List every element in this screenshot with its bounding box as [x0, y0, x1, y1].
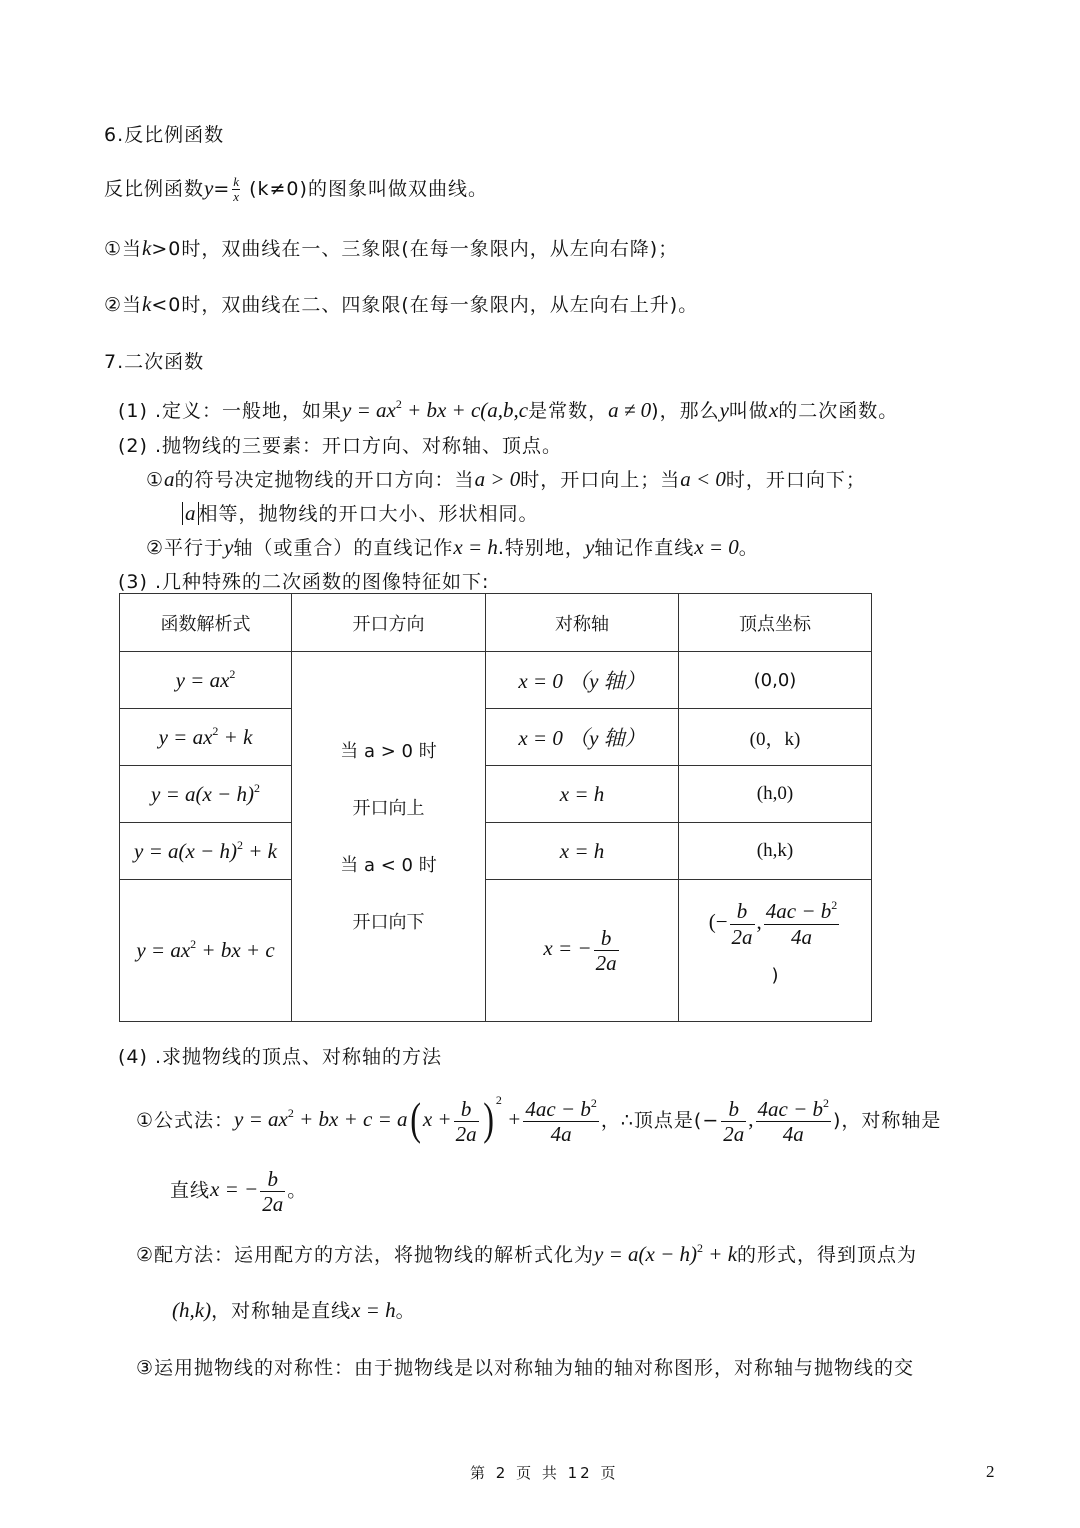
section-6-title: 6.反比例函数 — [104, 124, 225, 146]
def-eq: = — [213, 178, 231, 200]
row5-function: $y = ax^2$ + bx + c — [120, 880, 292, 1022]
row4-vertex: (h,k) — [679, 823, 872, 880]
m1-vertex-fraction-1 — [721, 1097, 746, 1146]
section-7-p2a — [146, 465, 866, 492]
header-function: 函数解析式 — [120, 594, 292, 652]
m1-fraction-main: $\frac{4ac - b^2}{4a}$ — [525, 1096, 597, 1147]
p2c-y: y — [224, 535, 234, 559]
direction-line-2: 开口向上 — [352, 797, 425, 819]
method-1: ①公式法：$y = ax^2$ + bx + c = a( x + $\frac{b}{2a}$ ) $^2$ + $\frac{4ac - b^2}{4a}$ ，∴顶点是(− $\frac{b}{2a}$ , $\frac{4ac - b^2}{4a}$ )，对称轴是 — [136, 1092, 942, 1147]
direction-line-4: 开口向下 — [352, 911, 425, 933]
m1-vertex-fraction-2: $\frac{4ac - b^2}{4a}$ — [757, 1096, 830, 1147]
row2-func-b: + k — [218, 724, 253, 749]
row5-axis-num: b — [594, 926, 619, 951]
row1-function: $y = ax^2$ — [120, 652, 292, 709]
row5-axis-prefix: x = − — [543, 936, 592, 961]
row4-func-b: + k — [242, 838, 277, 863]
section-7-p1 — [118, 396, 898, 423]
row1-axis: x = 0 （y 轴） — [486, 652, 679, 709]
row5-vertex-comma: , — [756, 909, 762, 934]
row5-vertex-fraction-1 — [730, 899, 755, 948]
def-suffix: 的图象叫做双曲线。 — [307, 178, 488, 200]
row4-axis: x = h — [486, 823, 679, 880]
row5-func-b: + bx + c — [196, 938, 275, 962]
row3-func-a: y = a(x − h) — [151, 781, 254, 806]
case1-rest: >0时，双曲线在一、三象限(在每一象限内，从左向右降)； — [151, 238, 679, 260]
p1-formula: $y = ax^2$ + bx + c(a,b,c — [342, 397, 529, 422]
row5-vertex — [679, 880, 872, 1022]
section-7-p4: (4) .求抛物线的顶点、对称轴的方法 — [118, 1046, 442, 1068]
p1-label: (1) .定义：一般地，如果 — [118, 400, 342, 422]
section-7-p2: (2) .抛物线的三要素：开口方向、对称轴、顶点。 — [118, 435, 562, 457]
m1-line2-fraction — [260, 1167, 285, 1216]
row3-function: $y = a(x - h)^2$ — [120, 766, 292, 823]
m1-mid: + bx + c = a — [293, 1107, 408, 1132]
section-6-definition — [104, 174, 488, 204]
p1-mid2: 叫做 — [728, 400, 769, 422]
m1-v2a: 2a — [723, 1122, 745, 1147]
table-row — [120, 652, 872, 709]
table-row — [120, 709, 872, 766]
direction-line-1: 当 a > 0 时 — [340, 740, 437, 762]
m2-text2: 的形式，得到顶点为 — [737, 1244, 918, 1266]
m1-den: 4a — [550, 1122, 572, 1147]
row5-vertex-num2: 4ac − b — [765, 899, 832, 924]
m1-lhs: y = ax — [234, 1107, 288, 1132]
m1-vnum: 4ac − b — [757, 1097, 824, 1121]
m1-plus: + — [507, 1107, 522, 1132]
p2a-cond2: a < 0 — [680, 467, 726, 491]
header-axis: 对称轴 — [486, 594, 679, 652]
def-y: y — [204, 176, 214, 200]
section-7-p2b — [182, 499, 539, 526]
p2a-cond1: a > 0 — [474, 467, 521, 491]
p2c-y2: y — [584, 535, 595, 559]
row5-vertex-close: ) — [771, 964, 779, 986]
row2-function: $y = ax^2 + k$ — [120, 709, 292, 766]
m1-line2-2a: 2a — [262, 1192, 284, 1217]
p2a-a: a — [164, 467, 175, 491]
header-vertex: 顶点坐标 — [679, 594, 872, 652]
p1-cond: a ≠ 0 — [608, 398, 652, 422]
header-direction: 开口方向 — [292, 594, 486, 652]
direction-line-3: 当 a < 0 时 — [340, 854, 437, 876]
p2a-text3: 时，开口向下； — [725, 469, 866, 491]
row5-vertex-den2: 4a — [791, 924, 813, 949]
section-7-p3: (3) .几种特殊的二次函数的图像特征如下: — [118, 571, 490, 593]
row2-axis: x = 0 （y 轴） — [486, 709, 679, 766]
method-1-line-2 — [170, 1167, 307, 1216]
p2c-text3: .特别地， — [497, 537, 585, 559]
p1-paren-close: )，那么 — [651, 400, 720, 422]
row3-vertex: (h,0) — [679, 766, 872, 823]
row2-vertex: (0，k) — [679, 709, 872, 766]
page-number: 2 — [986, 1462, 998, 1481]
m1-comma: , — [748, 1107, 754, 1132]
case2-marker: ②当 — [104, 294, 143, 316]
row1-vertex: (0,0) — [679, 652, 872, 709]
row4-function: $y = a(x - h)^2 + k$ — [120, 823, 292, 880]
row1-func-a: y = ax — [175, 667, 230, 692]
p2c-text2: 轴（或重合）的直线记作 — [233, 537, 454, 559]
m2-formula: y = a(x − h) — [594, 1242, 698, 1266]
section-6-case-2 — [104, 290, 698, 317]
m2-line2-vertex: (h,k) — [172, 1298, 212, 1322]
section-6-case-1 — [104, 234, 678, 261]
m1-num: 4ac − b — [525, 1097, 591, 1121]
case2-rest: <0时，双曲线在二、四象限(在每一象限内，从左向右上升)。 — [151, 294, 699, 316]
m2-formula-b: + k — [703, 1242, 738, 1266]
p2c-end: 。 — [738, 537, 759, 559]
row3-axis: x = h — [486, 766, 679, 823]
m2-line2-eq: x = h — [351, 1298, 396, 1322]
method-3: ③运用抛物线的对称性：由于抛物线是以对称轴为轴的轴对称图形，对称轴与抛物线的交 — [136, 1357, 915, 1379]
p2c-eq: x = h — [453, 535, 498, 559]
m1-line2-b: b — [260, 1167, 285, 1192]
m2-text1: ②配方法：运用配方的方法，将抛物线的解析式化为 — [136, 1244, 595, 1266]
p1-end: 的二次函数。 — [778, 400, 899, 422]
m1-b: b — [454, 1097, 479, 1122]
row5-vertex-fraction-2: $\frac{4ac - b^2}{4a}$ — [765, 898, 838, 949]
m1-end: )，对称轴是 — [833, 1109, 942, 1132]
section-7-title: 7.二次函数 — [104, 351, 205, 373]
m1-2a: 2a — [455, 1122, 477, 1147]
direction-cell — [292, 652, 486, 1022]
row5-axis-fraction — [594, 926, 619, 975]
def-fraction-num: k — [233, 173, 240, 189]
case1-marker: ①当 — [104, 238, 143, 260]
p2b-text: 相等，抛物线的开口大小、形状相同。 — [198, 503, 539, 525]
section-7-p2c — [146, 533, 759, 560]
table-row — [120, 766, 872, 823]
m1-fraction-b2a — [454, 1097, 479, 1146]
page-label: 第 2 页 共 12 页 — [470, 1464, 619, 1482]
m1-x: x + — [422, 1107, 452, 1132]
m1-vb: b — [721, 1097, 746, 1122]
p2c-text1: ②平行于 — [146, 537, 225, 559]
quadratic-table — [119, 593, 872, 1022]
row5-axis — [486, 880, 679, 1022]
m2-line2-end: 。 — [395, 1300, 416, 1322]
row5-vertex-num1: b — [730, 899, 755, 924]
m1-label: ①公式法： — [136, 1109, 235, 1132]
row5-axis-den: 2a — [595, 951, 617, 975]
row5-vertex-open: (− — [708, 909, 728, 934]
def-fraction-den: x — [233, 189, 240, 204]
case1-k: k — [142, 236, 152, 260]
m1-vden: 4a — [782, 1122, 804, 1147]
case2-k: k — [142, 292, 152, 316]
def-prefix: 反比例函数 — [104, 178, 205, 200]
m1-line2-x: x = − — [210, 1177, 259, 1202]
p2c-text4: 轴记作直线 — [594, 537, 695, 559]
def-condition: (k≠0) — [249, 178, 308, 200]
row5-func-a: y = ax — [136, 938, 191, 962]
p2a-marker: ① — [146, 469, 165, 491]
row5-vertex-den1: 2a — [731, 924, 753, 949]
m1-line2-end: 。 — [287, 1179, 308, 1202]
p1-formula-a: y = ax — [342, 398, 396, 422]
m2-line2-text: ，对称轴是直线 — [211, 1300, 352, 1322]
m1-line2-text: 直线 — [170, 1179, 211, 1202]
p1-formula-b: + bx + c(a,b,c — [401, 398, 529, 422]
p1-y: y — [719, 398, 729, 422]
p2c-eq2: x = 0 — [694, 535, 739, 559]
table-header-row — [120, 594, 872, 652]
p2a-text1: 的符号决定抛物线的开口方向：当 — [174, 469, 475, 491]
m1-therefore: ，∴顶点是(− — [600, 1109, 720, 1132]
method-2-line-2 — [172, 1296, 416, 1323]
p2b-abs-a: a — [182, 502, 199, 525]
p1-x: x — [768, 398, 779, 422]
row2-func-a: y = ax — [158, 724, 213, 749]
row4-func-a: y = a(x − h) — [134, 838, 237, 863]
p1-mid: 是常数， — [528, 400, 609, 422]
table-row — [120, 880, 872, 1022]
table-row — [120, 823, 872, 880]
def-fraction — [232, 175, 240, 205]
method-2: ②配方法：运用配方的方法，将抛物线的解析式化为$y = a(x - h)^2 + k$的形式，得到顶点为 — [136, 1241, 918, 1266]
p2a-text2: 时，开口向上；当 — [520, 469, 681, 491]
